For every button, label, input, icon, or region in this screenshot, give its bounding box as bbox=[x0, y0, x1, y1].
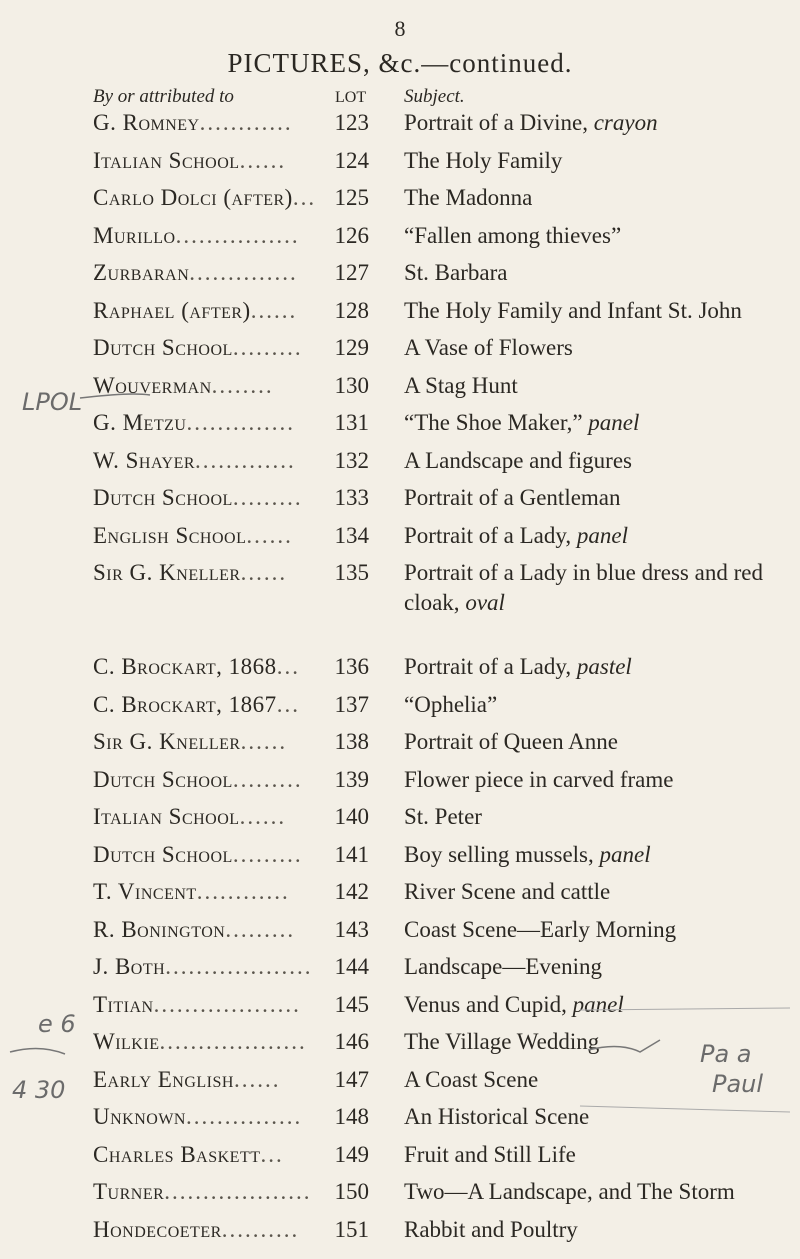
subject: “Ophelia” bbox=[404, 691, 498, 717]
lot-number: 135 bbox=[334, 560, 369, 585]
lot-number: 139 bbox=[334, 766, 369, 792]
artist-name: Zurbaran.............. bbox=[93, 260, 298, 285]
subject: The Village Wedding bbox=[404, 1029, 600, 1054]
subject: Venus and Cupid, panel bbox=[404, 991, 624, 1017]
subject: The Holy Family and Infant St. John bbox=[404, 297, 742, 323]
subject: A Coast Scene bbox=[404, 1066, 539, 1092]
artist-name: Early English...... bbox=[93, 1066, 281, 1092]
lot-number: 147 bbox=[334, 1066, 369, 1092]
artist-name: G. Romney............ bbox=[93, 110, 293, 135]
artist-name: Sir G. Kneller...... bbox=[93, 560, 288, 585]
lot-number: 134 bbox=[334, 522, 369, 548]
lot-number: 129 bbox=[334, 335, 369, 360]
artist-name: Titian................... bbox=[93, 991, 301, 1017]
lot-number: 140 bbox=[334, 804, 369, 829]
subject: River Scene and cattle bbox=[404, 879, 611, 904]
artist-name: English School...... bbox=[93, 522, 293, 548]
subject: Boy selling mussels, panel bbox=[404, 841, 651, 867]
artist-name: Unknown............... bbox=[93, 1104, 303, 1129]
lot-number: 127 bbox=[334, 260, 369, 285]
subject: A Vase of Flowers bbox=[404, 335, 573, 360]
column-header-subject: Subject. bbox=[404, 86, 465, 107]
subject: Portrait of a Divine, crayon bbox=[404, 110, 658, 135]
subject: “The Shoe Maker,” panel bbox=[404, 410, 640, 435]
artist-name: T. Vincent............ bbox=[93, 879, 290, 904]
subject: The Holy Family bbox=[404, 147, 563, 173]
subject: An Historical Scene bbox=[404, 1104, 590, 1129]
subject: A Stag Hunt bbox=[404, 372, 518, 398]
artist-name: Dutch School......... bbox=[93, 485, 303, 510]
pencil-stroke bbox=[580, 1106, 790, 1112]
artist-name: Murillo................ bbox=[93, 222, 300, 248]
artist-name: G. Metzu.............. bbox=[93, 410, 295, 435]
lot-number: 128 bbox=[334, 297, 369, 323]
artist-name: Sir G. Kneller...... bbox=[93, 729, 288, 754]
lot-number: 144 bbox=[334, 954, 369, 979]
lot-number: 141 bbox=[334, 841, 369, 867]
lot-number: 130 bbox=[334, 372, 369, 398]
subject: St. Barbara bbox=[404, 260, 508, 285]
pencil-stroke bbox=[588, 1040, 660, 1052]
artist-name: Italian School...... bbox=[93, 804, 287, 829]
subject: Two—A Landscape, and The Storm bbox=[404, 1179, 735, 1204]
subject: The Madonna bbox=[404, 185, 533, 210]
subject: St. Peter bbox=[404, 804, 482, 829]
artist-name: Raphael (after)...... bbox=[93, 297, 298, 323]
pencil-note: e 6 bbox=[38, 1010, 76, 1038]
lot-number: 132 bbox=[334, 447, 369, 473]
page-heading: PICTURES, &c.—continued. bbox=[227, 48, 573, 78]
subject: Portrait of a Lady in blue dress and red cloak, oval bbox=[404, 560, 763, 615]
pencil-stroke bbox=[580, 1008, 790, 1010]
lot-number: 131 bbox=[334, 410, 369, 435]
subject: Portrait of Queen Anne bbox=[404, 729, 618, 754]
lot-number: 137 bbox=[334, 691, 369, 717]
subject: Portrait of a Lady, pastel bbox=[404, 654, 632, 679]
column-header-by: By or attributed to bbox=[93, 86, 234, 107]
artist-name: C. Brockart, 1867... bbox=[93, 691, 300, 717]
lot-number: 149 bbox=[334, 1141, 369, 1167]
subject: Portrait of a Gentleman bbox=[404, 485, 621, 510]
artist-name: W. Shayer............. bbox=[93, 447, 296, 473]
lot-number: 145 bbox=[334, 991, 369, 1017]
subject: A Landscape and figures bbox=[404, 447, 633, 473]
artist-name: R. Bonington......... bbox=[93, 916, 296, 942]
lot-number: 125 bbox=[334, 185, 369, 210]
artist-name: Wouverman........ bbox=[93, 372, 274, 398]
lot-number: 142 bbox=[334, 879, 369, 904]
column-header-lot: LOT bbox=[335, 89, 367, 106]
pencil-note: Paul bbox=[712, 1070, 764, 1098]
lot-number: 143 bbox=[334, 916, 369, 942]
pencil-stroke bbox=[10, 1048, 65, 1054]
subject: “Fallen among thieves” bbox=[404, 222, 622, 248]
artist-name: Wilkie................... bbox=[93, 1029, 307, 1054]
lot-number: 136 bbox=[334, 654, 369, 679]
pencil-note: Pa a bbox=[700, 1040, 752, 1068]
subject: Landscape—Evening bbox=[404, 954, 602, 979]
artist-name: C. Brockart, 1868... bbox=[93, 654, 300, 679]
artist-name: Turner................... bbox=[93, 1179, 312, 1204]
pencil-note: LPOL bbox=[22, 388, 83, 416]
page-number: 8 bbox=[394, 16, 406, 41]
lot-number: 138 bbox=[334, 729, 369, 754]
lot-number: 150 bbox=[334, 1179, 369, 1204]
lot-number: 146 bbox=[334, 1029, 369, 1054]
artist-name: Italian School...... bbox=[93, 147, 287, 173]
artist-name: Charles Baskett... bbox=[93, 1141, 284, 1167]
subject: Flower piece in carved frame bbox=[404, 766, 674, 792]
subject: Portrait of a Lady, panel bbox=[404, 522, 628, 548]
lot-number: 126 bbox=[334, 222, 369, 248]
artist-name: Dutch School......... bbox=[93, 335, 303, 360]
subject: Rabbit and Poultry bbox=[404, 1216, 578, 1242]
artist-name: Dutch School......... bbox=[93, 841, 303, 867]
artist-name: Carlo Dolci (after)... bbox=[93, 185, 317, 210]
lot-number: 148 bbox=[334, 1104, 369, 1129]
lot-number: 124 bbox=[334, 147, 369, 173]
subject: Fruit and Still Life bbox=[404, 1141, 576, 1167]
pencil-note: 4 30 bbox=[12, 1076, 66, 1104]
artist-name: J. Both................... bbox=[93, 954, 313, 979]
artist-name: Dutch School......... bbox=[93, 766, 303, 792]
subject: Coast Scene—Early Morning bbox=[404, 916, 677, 942]
pencil-stroke bbox=[80, 394, 150, 398]
lot-number: 123 bbox=[334, 110, 369, 135]
lot-number: 133 bbox=[334, 485, 369, 510]
lot-number: 151 bbox=[334, 1216, 369, 1242]
artist-name: Hondecoeter.......... bbox=[93, 1216, 300, 1242]
